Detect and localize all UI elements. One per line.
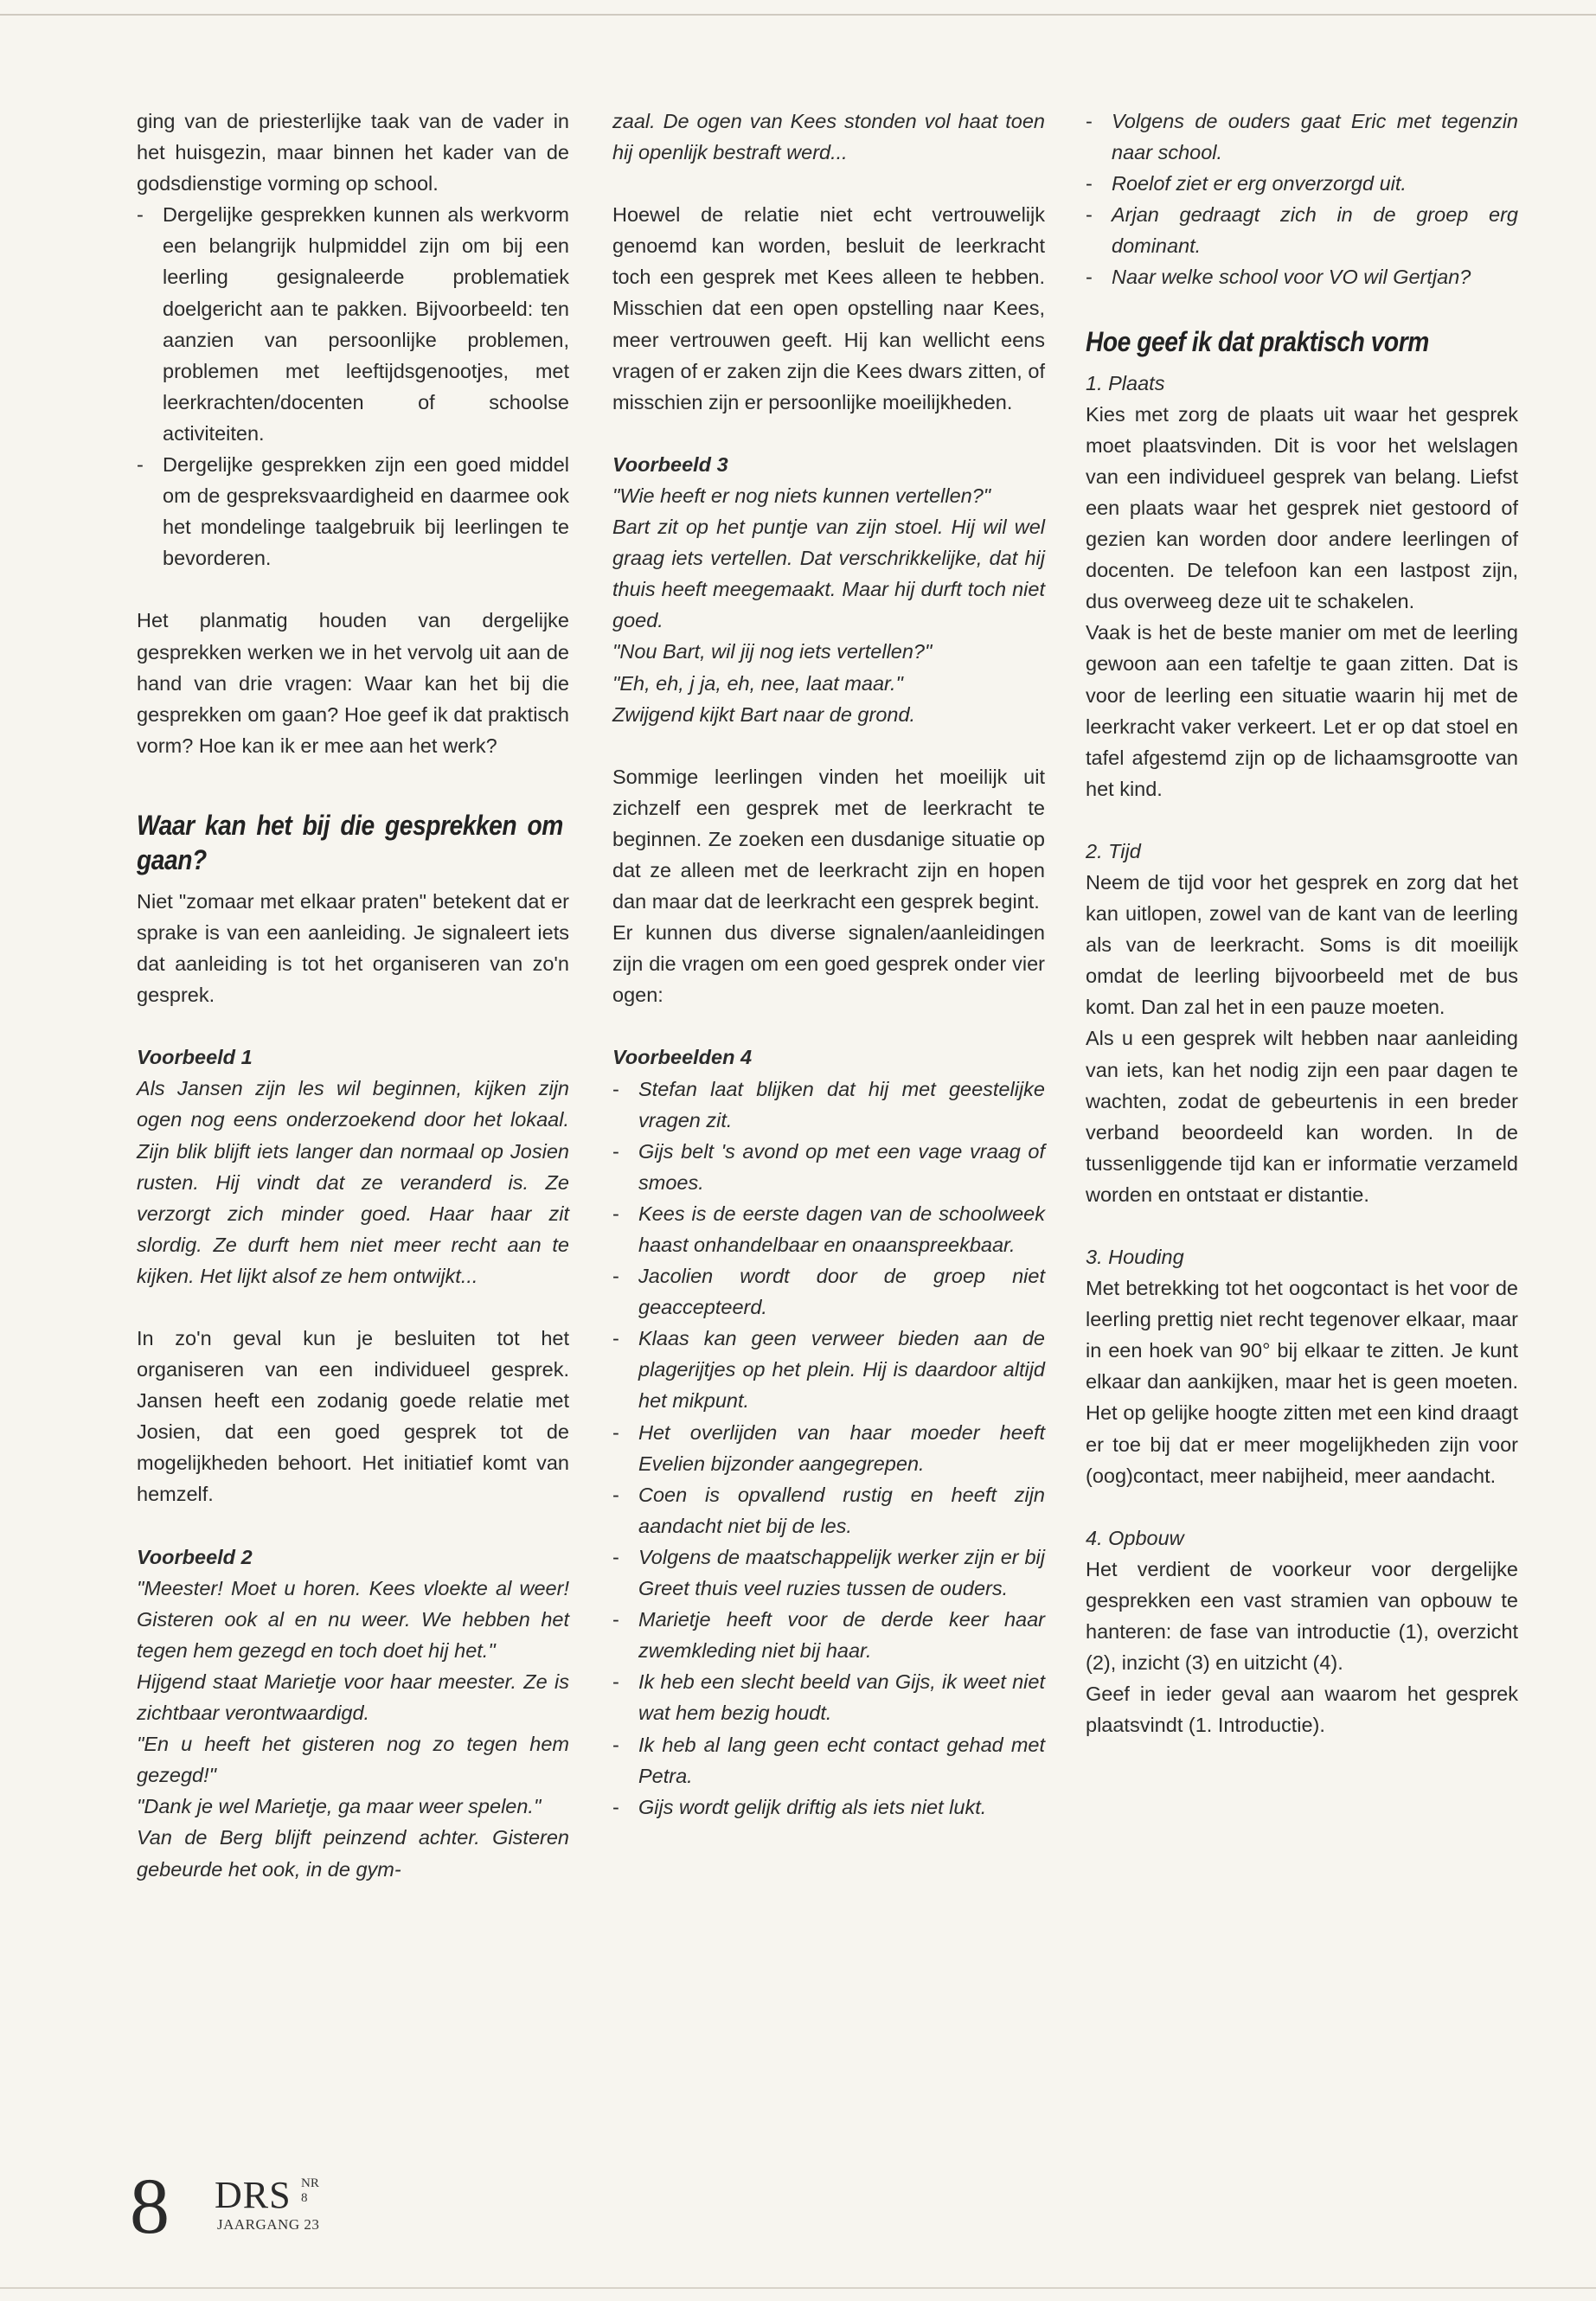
example-1-title: Voorbeeld 1 — [137, 1046, 253, 1069]
list-item: - Volgens de maatschappelijk werker zijn er bij Greet thuis veel ruzies tussen de ouders. — [612, 1541, 1045, 1604]
subsection-title-tijd: 2. Tijd — [1086, 839, 1141, 862]
intro-continuation: ging van de priesterlijke taak van de vader in het huisgezin, maar binnen het kader van de godsdienstige vorming op school. — [137, 110, 569, 195]
example-3-line: "Wie heeft er nog niets kunnen vertellen?" — [612, 484, 991, 507]
example-4-title: Voorbeelden 4 — [612, 1046, 753, 1069]
list-item: - Gijs wordt gelijk driftig als iets niet lukt. — [612, 1791, 1045, 1823]
paragraph-plaats-2: Vaak is het de beste manier om met de leerling gewoon aan een tafeltje te gaan zitten. Dat is voor de leerling een situatie waarin hij met de leerkracht vaker verkeert. Let er op dat stoel en tafel afgestemd zijn op de lichaamsgrootte van het kind. — [1086, 621, 1518, 800]
example-3-title: Voorbeeld 3 — [612, 452, 728, 476]
paragraph-opbouw-1: Het verdient de voorkeur voor dergelijke gesprekken een vast stramien van opbouw te hanteren: de fase van introductie (1), overzicht (2), inzicht (3) en uitzicht (4). — [1086, 1557, 1518, 1675]
list-item: - Dergelijke gesprekken zijn een goed middel om de gespreksvaardigheid en daarmee ook het mondelinge taalgebruik bij leerlingen te bevorderen. — [137, 449, 569, 574]
example-3-line: Zwijgend kijkt Bart naar de grond. — [612, 702, 916, 726]
example-1-text: Als Jansen zijn les wil beginnen, kijken zijn ogen nog eens onderzoekend door het lokaal. Zijn blik blijft iets langer dan normaal op Josien rusten. Hij vindt dat ze veranderd is. Ze verzorgt zich minder goed. Haar haar zit slordig. Ze durft hem niet meer recht aan te kijken. Het lijkt alsof ze hem ontwijkt... — [137, 1077, 569, 1287]
subsection-title-plaats: 1. Plaats — [1086, 371, 1165, 394]
example-2-line: "En u heeft het gisteren nog zo tegen hem gezegd!" — [137, 1733, 569, 1787]
list-item: - Gijs belt 's avond op met een vage vraag of smoes. — [612, 1136, 1045, 1198]
list-item: - Dergelijke gesprekken kunnen als werkvorm een belangrijk hulpmiddel zijn om bij een leerling gesignaleerde problematiek doelgericht aan te pakken. Bijvoorbeeld: ten aanzien van persoonlijke problemen, problemen met leeftijdsgenootjes, met leerkrachten/docenten of schoolse activiteiten. — [137, 199, 569, 449]
list-item: - Jacolien wordt door de groep niet geaccepteerd. — [612, 1260, 1045, 1323]
paragraph-hoewel: Hoewel de relatie niet echt vertrouwelijk genoemd kan worden, besluit de leerkracht toch een gesprek met Kees alleen te hebben. Misschien dat een open opstelling naar Kees, meer vertrouwen geeft. Hij kan wellicht eens vragen of er zaken zijn die Kees dwars zitten, of misschien zijn er persoonlijke moeilijkheden. — [612, 203, 1045, 413]
list-item: - Marietje heeft voor de derde keer haar zwemkleding niet bij haar. — [612, 1604, 1045, 1666]
paragraph-er: Er kunnen dus diverse signalen/aanleidingen zijn die vragen om een goed gesprek onder vier ogen: — [612, 921, 1045, 1007]
list-item: - Naar welke school voor VO wil Gertjan? — [1086, 261, 1518, 292]
paragraph-opbouw-2: Geef in ieder geval aan waarom het gesprek plaatsvindt (1. Introductie). — [1086, 1682, 1518, 1737]
bullet-list — [137, 199, 569, 574]
subsection-title-houding: 3. Houding — [1086, 1246, 1184, 1268]
example-2-continuation: zaal. De ogen van Kees stonden vol haat toen hij openlijk bestraft werd... — [612, 110, 1045, 164]
paragraph-houding: Met betrekking tot het oogcontact is het voor de leerling prettig niet recht tegenover elkaar, maar in een hoek van 90° bij elkaar te zitten. Je kunt elkaar dan aankijken, maar het is geen moeten. Het op gelijke hoogte zitten met een kind draagt er toe bij dat er meer mogelijkheden zijn voor (oog)contact, meer nabijheid, meer aandacht. — [1086, 1277, 1518, 1487]
list-item: - Arjan gedraagt zich in de groep erg dominant. — [1086, 199, 1518, 261]
list-item: - Coen is opvallend rustig en heeft zijn aandacht niet bij de les. — [612, 1479, 1045, 1541]
list-item: - Het overlijden van haar moeder heeft Evelien bijzonder aangegrepen. — [612, 1417, 1045, 1479]
list-item: - Ik heb een slecht beeld van Gijs, ik weet niet wat hem bezig houdt. — [612, 1666, 1045, 1728]
example-2-line: Van de Berg blijft peinzend achter. Gisteren gebeurde het ook, in de gym- — [137, 1826, 569, 1881]
paragraph-niet: Niet "zomaar met elkaar praten" betekent dat er sprake is van een aanleiding. Je signaleert iets dat aanleiding is tot het organiseren van zo'n gesprek. — [137, 889, 569, 1007]
top-rule — [0, 14, 1596, 16]
example-4-list — [612, 1074, 1045, 1823]
column-3 — [1086, 106, 1518, 1740]
paragraph-sommige: Sommige leerlingen vinden het moeilijk uit zichzelf een gesprek met de leerkracht te beginnen. Ze zoeken een dusdanige situatie op dat ze alleen met de leerkracht zijn en hopen dan maar dat de leerkracht een gesprek begint. — [612, 765, 1045, 913]
list-item: - Stefan laat blijken dat hij met geestelijke vragen zit. — [612, 1074, 1045, 1136]
paragraph-plan: Het planmatig houden van dergelijke gesprekken werken we in het vervolg uit aan de hand van drie vragen: Waar kan het bij die gesprekken om gaan? Hoe geef ik dat praktisch vorm? Hoe kan ik er mee aan het werk? — [137, 609, 569, 757]
section-heading-hoe: Hoe geef ik dat praktisch vorm — [1086, 325, 1429, 357]
example-2-line: "Dank je wel Marietje, ga maar weer spelen." — [137, 1795, 542, 1818]
example-2-title: Voorbeeld 2 — [137, 1545, 253, 1568]
volume-label: JAARGANG 23 — [217, 2216, 320, 2233]
paragraph-tijd-1: Neem de tijd voor het gesprek en zorg dat het kan uitlopen, zowel van de kant van de leerling als van de leerkracht. Soms is dit moeilijk omdat de leerling bijvoorbeeld met de bus komt. Dan zal het in een pauze moeten. — [1086, 870, 1518, 1019]
list-item: - Ik heb al lang geen echt contact gehad met Petra. — [612, 1729, 1045, 1791]
list-item: - Klaas kan geen verweer bieden aan de plagerijtjes op het plein. Hij is daardoor altijd het mikpunt. — [612, 1323, 1045, 1416]
list-item: - Kees is de eerste dagen van de schoolweek haast onhandelbaar en onaanspreekbaar. — [612, 1198, 1045, 1260]
column-1 — [137, 106, 569, 1885]
paragraph-tijd-2: Als u een gesprek wilt hebben naar aanleiding van iets, kan het nodig zijn een paar dagen te wachten, zodat de gebeurtenis in een breder verband beoordeeld kan worden. In de tussenliggende tijd kan er informatie verzameld worden en ontstaat er distantie. — [1086, 1027, 1518, 1206]
page-number: 8 — [130, 2162, 170, 2250]
issue-number: NR 8 — [301, 2176, 319, 2205]
magazine-name: DRS — [215, 2174, 292, 2216]
list-item: - Roelof ziet er erg onverzorgd uit. — [1086, 168, 1518, 199]
example-4-list-continued — [1086, 106, 1518, 293]
example-3-line: "Nou Bart, wil jij nog iets vertellen?" — [612, 640, 933, 663]
paragraph-plaats-1: Kies met zorg de plaats uit waar het gesprek moet plaatsvinden. Dit is voor het welslagen van een individueel gesprek van belang. Liefst een plaats waar het gesprek niet gestoord of gezien kan worden door andere leerlingen of docenten. De telefoon kan een lastpost zijn, dus overweeg deze uit te schakelen. — [1086, 402, 1518, 613]
paragraph-geval: In zo'n geval kun je besluiten tot het organiseren van een individueel gesprek. Jansen heeft een zodanig goede relatie met Josien, dat een goed gesprek tot de mogelijkheden behoort. Het initiatief komt van hemzelf. — [137, 1327, 569, 1506]
column-2 — [612, 106, 1045, 1823]
example-3-line: Bart zit op het puntje van zijn stoel. Hij wil wel graag iets vertellen. Dat verschrikkelijke, dat hij thuis heeft meegemaakt. Maar hij durft toch niet goed. — [612, 516, 1045, 632]
example-2-line: "Meester! Moet u horen. Kees vloekte al weer! Gisteren ook al en nu weer. We hebben het tegen hem gezegd en toch doet hij het." — [137, 1576, 569, 1662]
section-heading-waar: Waar kan het bij die gesprekken om gaan? — [137, 809, 563, 875]
bottom-rule — [0, 2287, 1596, 2289]
example-3-line: "Eh, eh, j ja, eh, nee, laat maar." — [612, 671, 903, 695]
example-2-line: Hijgend staat Marietje voor haar meester. Ze is zichtbaar verontwaardigd. — [137, 1670, 569, 1725]
subsection-title-opbouw: 4. Opbouw — [1086, 1526, 1184, 1549]
list-item: - Volgens de ouders gaat Eric met tegenzin naar school. — [1086, 106, 1518, 168]
